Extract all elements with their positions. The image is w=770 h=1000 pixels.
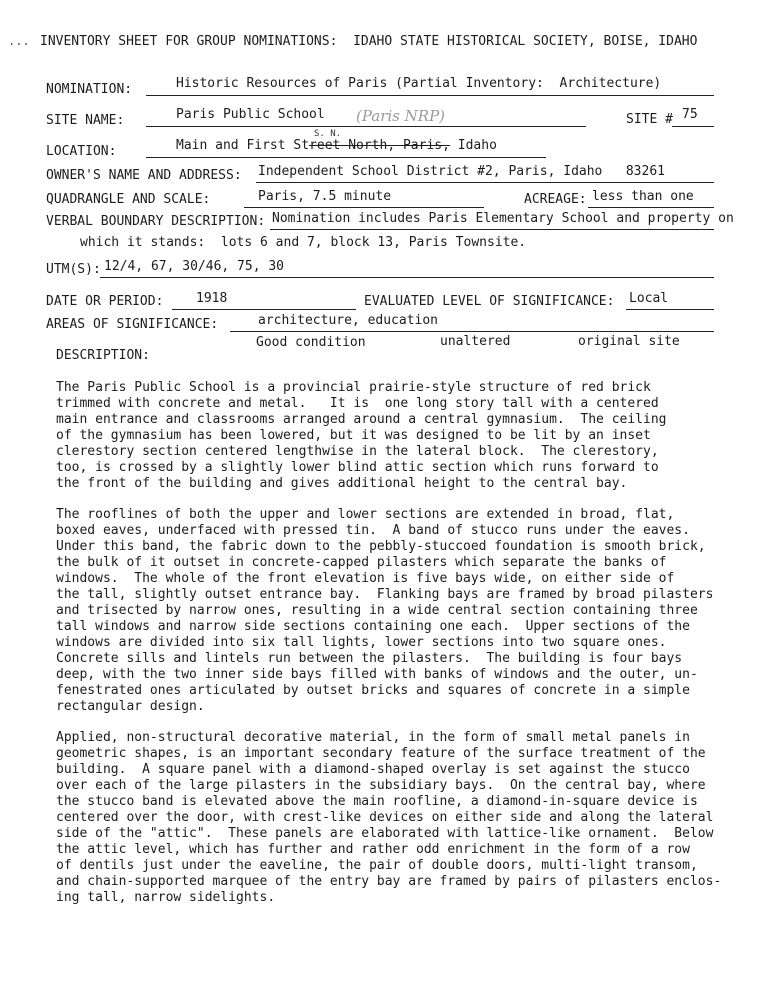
paragraph-line: main entrance and classrooms arranged around a central gymnasium. The ceiling <box>56 412 667 427</box>
nomination-label: NOMINATION: <box>46 82 133 97</box>
owner-rule <box>256 182 714 183</box>
date-rule <box>172 309 356 310</box>
paragraph-line: boxed eaves, underfaced with pressed tin. A band of stucco runs under the eaves. <box>56 523 690 538</box>
eval-rule <box>626 309 714 310</box>
paragraph-line: The rooflines of both the upper and lower sections are extended in broad, flat, <box>56 507 675 522</box>
location-value <box>176 138 497 154</box>
areas-label: AREAS OF SIGNIFICANCE: <box>46 317 219 332</box>
paragraph-line: the front of the building and gives additional height to the central bay. <box>56 476 628 491</box>
description-label: DESCRIPTION: <box>56 348 150 363</box>
paragraph-line: centered over the door, with crest-like devices on either side and along the lateral <box>56 810 714 825</box>
utm-label: UTM(S): <box>46 262 101 277</box>
condition-2: unaltered <box>440 334 511 349</box>
condition-3: original site <box>578 334 680 349</box>
paragraph-line: tall windows and narrow side sections containing one each. Upper sections of the <box>56 619 690 634</box>
boundary-value-line1: Nomination includes Paris Elementary School and property on <box>272 211 734 226</box>
date-value: 1918 <box>196 291 228 306</box>
paragraph-line: The Paris Public School is a provincial prairie-style structure of red brick <box>56 380 651 395</box>
location-value-b: Idaho <box>449 138 497 153</box>
paragraph-line: rectangular design. <box>56 699 205 714</box>
site-name-value: Paris Public School <box>176 107 325 122</box>
paragraph-line: ing tall, narrow sidelights. <box>56 890 276 905</box>
quad-value: Paris, 7.5 minute <box>258 189 392 204</box>
owner-value: Independent School District #2, Paris, Idaho 83261 <box>258 164 665 179</box>
boundary-rule <box>270 229 714 230</box>
quad-label: QUADRANGLE AND SCALE: <box>46 192 211 207</box>
paragraph-line: building. A square panel with a diamond-shaped overlay is set against the stucco <box>56 762 690 777</box>
paragraph-line: side of the "attic". These panels are elaborated with lattice-like ornament. Below <box>56 826 714 841</box>
site-number-rule <box>672 126 714 127</box>
site-name-handwritten: (Paris NRP) <box>356 107 446 125</box>
owner-label: OWNER'S NAME AND ADDRESS: <box>46 168 242 183</box>
boundary-label: VERBAL BOUNDARY DESCRIPTION: <box>46 214 266 229</box>
date-label: DATE OR PERIOD: <box>46 294 164 309</box>
areas-rule <box>230 331 714 332</box>
acreage-value: less than one <box>592 189 694 204</box>
form-title: INVENTORY SHEET FOR GROUP NOMINATIONS: IDAHO STATE HISTORICAL SOCIETY, BOISE, IDAHO <box>40 34 698 49</box>
nomination-rule <box>146 95 714 96</box>
paragraph-line: the stucco band is elevated above the main roofline, a diamond-in-square device is <box>56 794 698 809</box>
acreage-rule <box>588 207 714 208</box>
site-number-label: SITE # <box>626 112 673 127</box>
paragraph-line: Applied, non-structural decorative material, in the form of small metal panels in <box>56 730 690 745</box>
acreage-label: ACREAGE: <box>524 192 587 207</box>
quad-rule <box>244 207 484 208</box>
paragraph-line: and chain-supported marquee of the entry bay are framed by pairs of pilasters enclos- <box>56 874 722 889</box>
paragraph-line: over each of the large pilasters in the subsidiary bays. On the central bay, where <box>56 778 706 793</box>
paragraph-line: windows are divided into six tall lights, lower sections into two square ones. <box>56 635 667 650</box>
paragraph-line: of the gymnasium has been lowered, but it was designed to be lit by an inset <box>56 428 651 443</box>
location-rule <box>146 157 546 158</box>
site-name-rule <box>146 126 586 127</box>
paragraph-line: geometric shapes, is an important secondary feature of the surface treatment of the <box>56 746 706 761</box>
paragraph-line: the tall, slightly outset entrance bay. Flanking bays are framed by broad pilasters <box>56 587 714 602</box>
location-value-a: Main and First St <box>176 138 310 153</box>
corner-marks: ... <box>8 34 30 48</box>
utm-value: 12/4, 67, 30/46, 75, 30 <box>104 259 285 274</box>
site-number-value: 75 <box>682 107 698 122</box>
site-name-label: SITE NAME: <box>46 113 125 128</box>
description-paragraph-2 <box>56 507 756 719</box>
boundary-value-line2: which it stands: lots 6 and 7, block 13, Paris Townsite. <box>80 235 527 250</box>
paragraph-line: the bulk of it outset in concrete-capped pilasters which separate the banks of <box>56 555 667 570</box>
paragraph-line: too, is crossed by a slightly lower blind attic section which runs forward to <box>56 460 659 475</box>
location-struck-text: reet North, Paris, <box>309 138 450 153</box>
areas-value: architecture, education <box>258 313 439 328</box>
paragraph-line: Under this band, the fabric down to the pebbly-stuccoed foundation is smooth brick, <box>56 539 706 554</box>
eval-value: Local <box>629 291 669 306</box>
description-paragraph-3 <box>56 730 756 910</box>
paragraph-line: windows. The whole of the front elevation is five bays wide, on either side of <box>56 571 675 586</box>
paragraph-line: trimmed with concrete and metal. It is one long story tall with a centered <box>56 396 659 411</box>
paragraph-line: clerestory section centered lengthwise in the lateral block. The clerestory, <box>56 444 659 459</box>
utm-rule <box>100 277 714 278</box>
location-handwritten: S. N. <box>314 129 342 139</box>
nomination-value: Historic Resources of Paris (Partial Inventory: Architecture) <box>176 76 662 91</box>
paragraph-line: and trisected by narrow ones, resulting in a wide central section containing three <box>56 603 698 618</box>
paragraph-line: Concrete sills and lintels run between the pilasters. The building is four bays <box>56 651 683 666</box>
paragraph-line: the attic level, which has further and rather odd enrichment in the form of a row <box>56 842 690 857</box>
condition-1: Good condition <box>256 335 366 350</box>
paragraph-line: deep, with the two inner side bays filled with banks of windows and the outer, un- <box>56 667 698 682</box>
paragraph-line: fenestrated ones articulated by outset bricks and squares of concrete in a simple <box>56 683 690 698</box>
location-label: LOCATION: <box>46 144 117 159</box>
eval-label: EVALUATED LEVEL OF SIGNIFICANCE: <box>364 294 615 309</box>
description-paragraph-1 <box>56 380 756 500</box>
paragraph-line: of dentils just under the eaveline, the pair of double doors, multi-light transom, <box>56 858 698 873</box>
